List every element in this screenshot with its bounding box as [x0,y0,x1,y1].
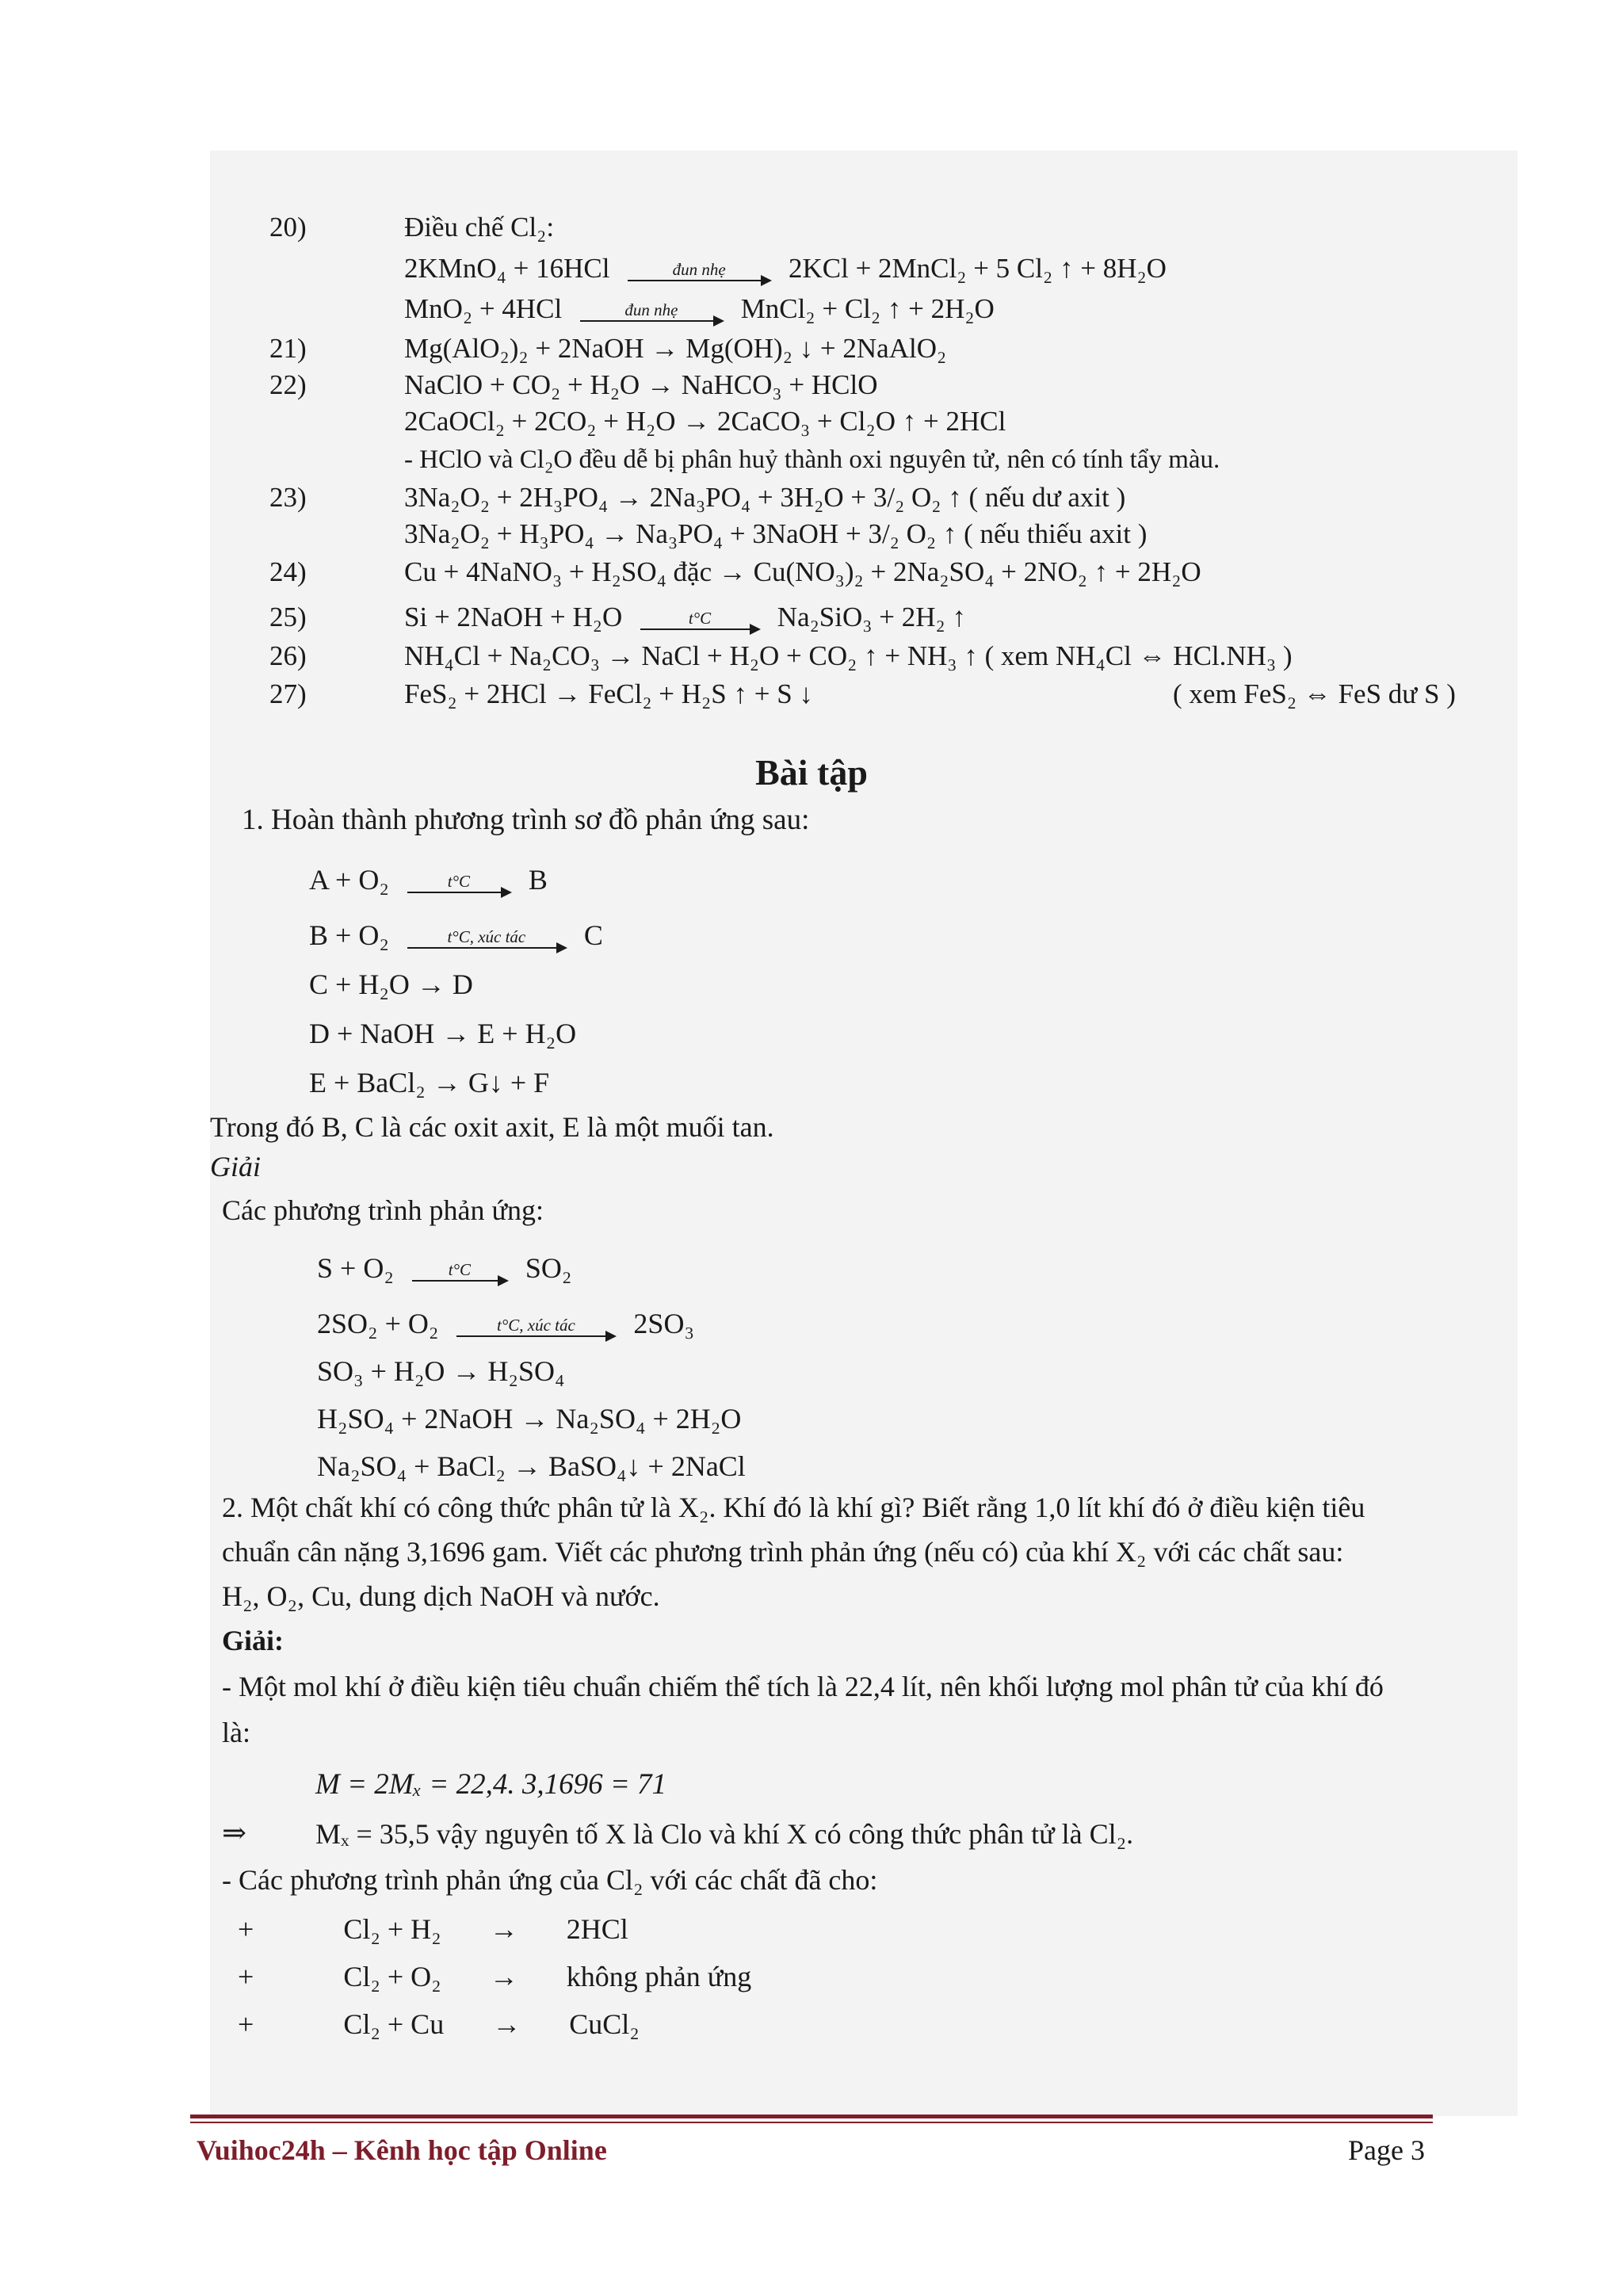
reaction-25-right: Na₂SiO₃ + 2H₂ ↑ [777,602,966,632]
answer-2-left: 2SO₂ + O₂ [317,1308,439,1339]
reaction-arrow [580,301,723,322]
row-arrow: → [489,1913,518,1945]
scheme-2 [309,918,603,953]
exercise-1-prompt [242,803,809,838]
footer-site-name: Vuihoc24h – Kênh học tập Online [197,2134,607,2166]
answer-1-left: S + O₂ [317,1252,394,1284]
answer-1 [317,1251,571,1286]
scheme-3: C + H₂O → D [309,968,473,1000]
footer-divider [190,2115,1433,2118]
scheme-5: E + BaCl₂ → G↓ + F [309,1067,550,1098]
chlorine-reaction-row [238,1912,628,1946]
reaction-23a: 3Na₂O₂ + 2H₃PO₄ → 2Na₃PO₄ + 3H₂O + 3/₂ O₂ ↑ ( nếu dư axit ) [404,482,1126,513]
arrow-condition: t°C [448,1259,471,1279]
arrow-condition: t°C [688,608,712,628]
molar-mass-formula: M = 2Mₓ = 22,4. 3,1696 = 71 [315,1768,667,1801]
reaction-arrow [407,873,510,893]
reaction-20b-left: MnO₂ + 4HCl [404,293,563,324]
chlorine-reaction-row [238,2007,640,2042]
reaction-arrow [407,928,566,949]
item-number-21: 21) [269,333,307,364]
scheme-2-left: B + O₂ [309,919,389,951]
item-number-20: 20) [269,212,307,243]
item-number-26: 26) [269,640,307,671]
reaction-20a [404,251,1167,286]
exercise-2-line-2: chuẩn cân nặng 3,1696 gam. Viết các phương trình phản ứng (nếu có) của khí X₂ với các chất sau: [222,1536,1344,1568]
solve-label-2: Giải: [222,1625,284,1656]
reaction-27: FeS₂ + 2HCl → FeCl₂ + H₂S ↑ + S ↓ [404,678,813,709]
implies-symbol: ⇒ [222,1817,247,1850]
row-plus: + [238,1913,254,1945]
page-number: Page 3 [1348,2134,1425,2166]
reaction-25 [404,600,966,635]
scheme-1-right: B [528,864,548,896]
item-number-24: 24) [269,556,307,587]
arrow-condition: t°C, xúc tác [497,1315,575,1335]
section-title: Bài tập [755,752,868,793]
answer-2-right: 2SO₃ [633,1308,694,1339]
item-number-22: 22) [269,369,307,400]
exercise-1-text: 1. Hoàn thành phương trình sơ đồ phản ứng sau: [242,804,810,836]
solution-line-2: là: [222,1717,250,1748]
row-arrow: → [489,1961,518,1992]
reaction-23b: 3Na₂O₂ + H₃PO₄ → Na₃PO₄ + 3NaOH + 3/₂ O₂ ↑ ( nếu thiếu axit ) [404,518,1148,549]
scheme-1 [309,862,548,897]
row-plus: + [238,2008,254,2040]
row-equation: Cl₂ + H₂ [343,1913,441,1945]
answer-2 [317,1306,694,1341]
reaction-26: NH₄Cl + Na₂CO₃ → NaCl + H₂O + CO₂ ↑ + NH₃ ↑ ( xem NH₄Cl ⇔ HCl.NH₃ ) [404,640,1293,671]
reaction-20a-right: 2KCl + 2MnCl₂ + 5 Cl₂ ↑ + 8H₂O [788,253,1167,284]
solve-label: Giải [210,1151,262,1182]
reaction-arrow [640,609,759,630]
reaction-arrow [456,1316,615,1337]
answer-5: Na₂SO₄ + BaCl₂ → BaSO₄↓ + 2NaCl [317,1450,746,1482]
exercise-2-line-3: H₂, O₂, Cu, dung dịch NaOH và nước. [222,1580,660,1612]
answer-1-right: SO₂ [525,1252,572,1284]
row-equation: Cl₂ + Cu [343,2008,445,2040]
answer-3: SO₃ + H₂O → H₂SO₄ [317,1355,565,1387]
chlorine-reaction-row [238,1959,751,1994]
exercise-2-line-1: 2. Một chất khí có công thức phân tử là X₂. Khí đó là khí gì? Biết rằng 1,0 lít khí đó ở điều kiện tiêu [222,1492,1365,1523]
reaction-arrow [628,261,770,281]
reaction-20a-left: 2KMnO₄ + 16HCl [404,253,610,284]
answer-intro: Các phương trình phản ứng: [222,1194,544,1226]
exercise-1-condition: Trong đó B, C là các oxit axit, E là một muối tan. [210,1111,774,1143]
solution-line-3: - Các phương trình phản ứng của Cl₂ với các chất đã cho: [222,1864,878,1896]
row-equation: Cl₂ + O₂ [343,1961,441,1992]
arrow-condition: đun nhẹ [672,259,726,279]
reaction-20b [404,292,995,327]
row-result: CuCl₂ [569,2008,640,2040]
item-number-25: 25) [269,602,307,632]
conclusion: Mₓ = 35,5 vậy nguyên tố X là Clo và khí X có công thức phân tử là Cl₂. [315,1818,1134,1850]
row-plus: + [238,1961,254,1992]
footer-divider-thin [190,2122,1433,2123]
row-arrow: → [492,2008,521,2040]
item-number-27: 27) [269,678,307,709]
item-number-23: 23) [269,482,307,513]
scheme-4: D + NaOH → E + H₂O [309,1018,577,1049]
solution-line-1: - Một mol khí ở điều kiện tiêu chuẩn chiếm thể tích là 22,4 lít, nên khối lượng mol phân tử của khí đó [222,1671,1384,1702]
answer-4: H₂SO₄ + 2NaOH → Na₂SO₄ + 2H₂O [317,1403,742,1435]
reaction-22b: 2CaOCl₂ + 2CO₂ + H₂O → 2CaCO₃ + Cl₂O ↑ + 2HCl [404,406,1006,437]
reaction-21: Mg(AlO₂)₂ + 2NaOH → Mg(OH)₂ ↓ + 2NaAlO₂ [404,333,947,364]
reaction-20-title: Điều chế Cl₂: [404,212,555,243]
reaction-20b-right: MnCl₂ + Cl₂ ↑ + 2H₂O [740,293,995,324]
reaction-24: Cu + 4NaNO₃ + H₂SO₄ đặc → Cu(NO₃)₂ + 2Na₂SO₄ + 2NO₂ ↑ + 2H₂O [404,556,1201,587]
arrow-condition: đun nhẹ [624,300,678,319]
row-result: 2HCl [566,1913,628,1945]
reaction-27-note: ( xem FeS₂ ⇔ FeS dư S ) [1173,678,1456,709]
scheme-1-left: A + O₂ [309,864,389,896]
scheme-2-right: C [583,919,603,951]
row-result: không phản ứng [566,1961,752,1992]
arrow-condition: t°C, xúc tác [447,926,526,946]
reaction-arrow [412,1261,507,1282]
reaction-22a: NaClO + CO₂ + H₂O → NaHCO₃ + HClO [404,369,878,400]
arrow-condition: t°C [447,871,470,891]
reaction-25-left: Si + 2NaOH + H₂O [404,602,623,632]
reaction-22-note: - HClO và Cl₂O đều dễ bị phân huỷ thành oxi nguyên tử, nên có tính tẩy màu. [404,445,1220,474]
